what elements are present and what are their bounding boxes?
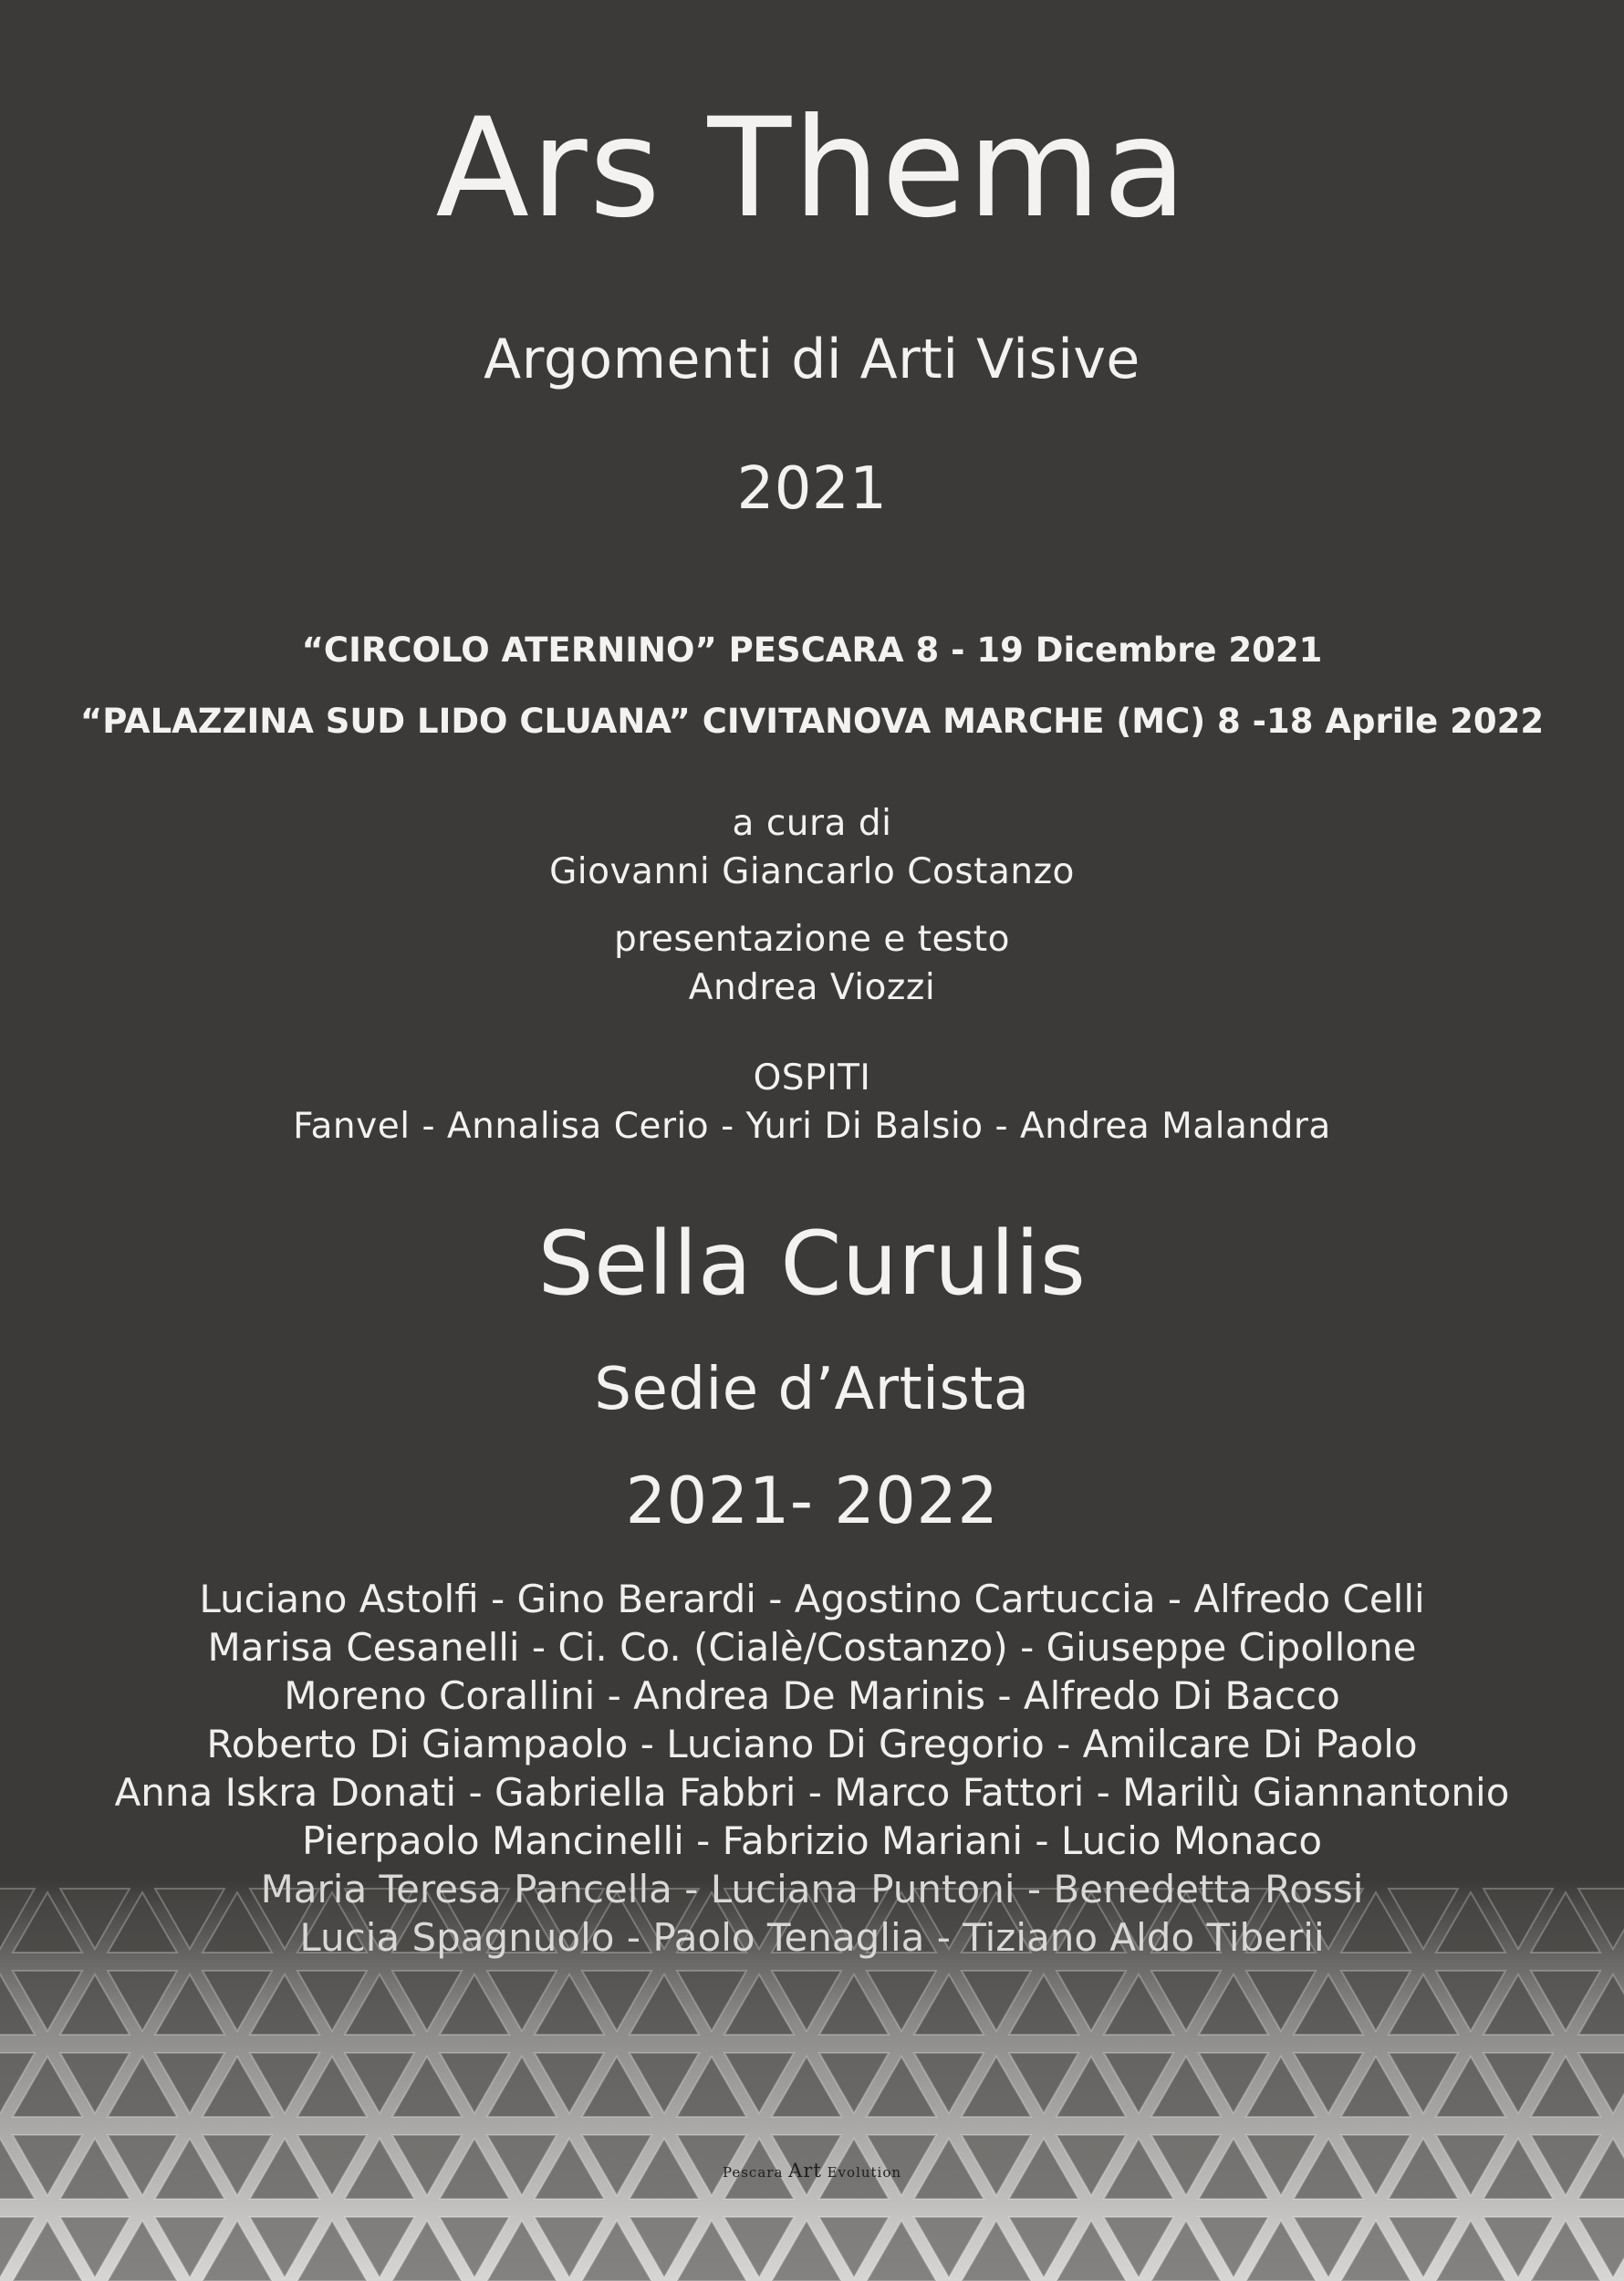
exhibition-subtitle: Sedie d’Artista [594,1356,1030,1423]
artist-line: Pierpaolo Mancinelli - Fabrizio Mariani - Lucio Monaco [301,1818,1323,1863]
year: 2021 [736,455,888,523]
exhibition-title: Sella Curulis [537,1213,1087,1315]
curator-name: Giovanni Giancarlo Costanzo [549,851,1075,892]
guests-label: OSPITI [753,1057,871,1099]
artists-list [0,1575,1624,1962]
footer-text: Evolution [827,2164,902,2181]
artist-line: Lucia Spagnuolo - Paolo Tenaglia - Tiziano Aldo Tiberii [299,1915,1325,1960]
title: Ars Thema [435,89,1189,248]
footer-text: Pescara [722,2164,784,2181]
artist-line: Moreno Corallini - Andrea De Marinis - Alfredo Di Bacco [284,1673,1340,1718]
artist-line: Luciano Astolfi - Gino Berardi - Agostino Cartuccia - Alfredo Celli [199,1577,1425,1621]
presentation-label: presentazione e testo [613,919,1011,960]
presenter-name: Andrea Viozzi [688,967,936,1008]
venue-line: “PALAZZINA SUD LIDO CLUANA” CIVITANOVA MARCHE (MC) 8 -18 Aprile 2022 [79,702,1545,741]
footer-text-art: Art [788,2160,822,2182]
venue-line: “CIRCOLO ATERNINO” PESCARA 8 - 19 Dicembre 2021 [301,630,1323,670]
guests-list: Fanvel - Annalisa Cerio - Yuri Di Balsio - Andrea Malandra [293,1106,1331,1147]
artist-line: Anna Iskra Donati - Gabriella Fabbri - Marco Fattori - Marilù Giannantonio [114,1770,1510,1815]
footer-logo [0,2160,1624,2182]
artist-line: Maria Teresa Pancella - Luciana Puntoni - Benedetta Rossi [260,1867,1364,1911]
artist-line: Roberto Di Giampaolo - Luciano Di Gregorio - Amilcare Di Paolo [206,1722,1418,1766]
artist-line: Marisa Cesanelli - Ci. Co. (Cialè/Costanzo) - Giuseppe Cipollone [207,1625,1417,1670]
exhibition-years: 2021- 2022 [625,1463,999,1538]
subtitle: Argomenti di Arti Visive [484,328,1140,391]
curated-label: a cura di [732,803,892,844]
